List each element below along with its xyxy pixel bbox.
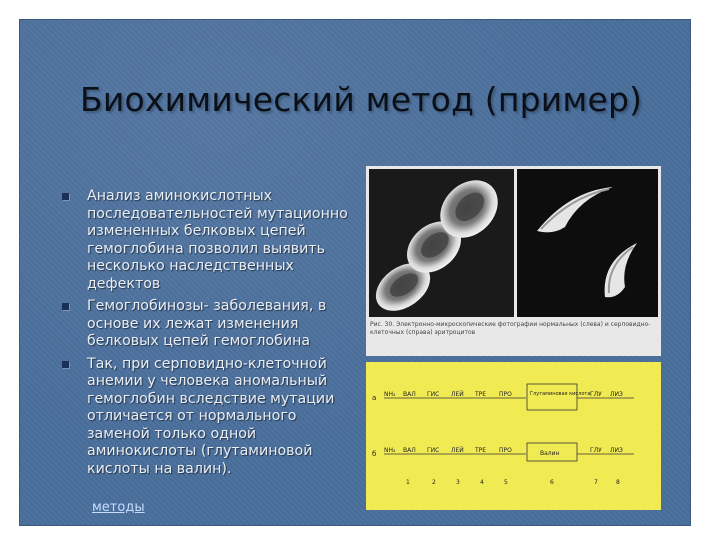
bullet-text: Гемоглобинозы- заболевания, в основе их лежат изменения белковых цепей гемоглобина bbox=[87, 298, 327, 349]
square-bullet-icon bbox=[62, 193, 69, 200]
square-bullet-icon bbox=[62, 361, 69, 368]
row-a-label: а bbox=[372, 394, 377, 402]
sickle-erythrocytes-image bbox=[517, 169, 658, 317]
square-bullet-icon bbox=[62, 303, 69, 310]
bullet-list bbox=[62, 188, 362, 483]
residue: ГИС bbox=[427, 447, 440, 454]
amino-acid-scheme bbox=[366, 362, 661, 510]
residue: ЛЕЙ bbox=[451, 391, 464, 398]
position-number: 6 bbox=[550, 479, 554, 486]
bullet-text: Анализ аминокислотных последовательностей мутационно измененных белковых цепей гемоглобина позволил выявить несколько наследственных дефектов bbox=[87, 188, 348, 292]
residue: ГИС bbox=[427, 391, 440, 398]
glutamic-acid-label: Глутаминовая кислота bbox=[530, 391, 591, 397]
row-b-label: б bbox=[372, 450, 377, 458]
position-number: 8 bbox=[616, 479, 620, 486]
slide bbox=[20, 20, 690, 525]
methods-link[interactable]: методы bbox=[92, 500, 145, 515]
residue: NH₂ bbox=[384, 391, 396, 398]
bullet-item bbox=[62, 298, 362, 351]
figure-caption: Рис. 30. Электронно-микроскопические фотографии нормальных (слева) и серповидно-клеточных (справа) эритроцитов bbox=[370, 321, 651, 336]
valine-label: Валин bbox=[540, 450, 560, 457]
residue: ЛЕЙ bbox=[451, 447, 464, 454]
residue: ГЛУ bbox=[590, 447, 602, 454]
bullet-item bbox=[62, 188, 362, 293]
residue: ВАЛ bbox=[403, 447, 416, 454]
position-number: 3 bbox=[456, 479, 460, 486]
residue: ВАЛ bbox=[403, 391, 416, 398]
residue: ГЛУ bbox=[590, 391, 602, 398]
residue: ЛИЗ bbox=[610, 391, 623, 398]
position-number: 2 bbox=[432, 479, 436, 486]
micrograph-figure bbox=[366, 166, 661, 356]
residue: NH₂ bbox=[384, 447, 396, 454]
position-number: 4 bbox=[480, 479, 484, 486]
residue: ТРЕ bbox=[475, 391, 487, 398]
position-number: 5 bbox=[504, 479, 508, 486]
position-number: 1 bbox=[406, 479, 410, 486]
bullet-text: Так, при серповидно-клеточной анемии у человека аномальный гемоглобин вследствие мутации отличается от нормального заменой только одной аминокислоты (глутаминовой кислоты на валин). bbox=[87, 355, 335, 477]
bullet-item bbox=[62, 356, 362, 479]
normal-erythrocytes-image bbox=[369, 169, 514, 317]
residue: ТРЕ bbox=[475, 447, 487, 454]
slide-title: Биохимический метод (пример) bbox=[80, 80, 643, 119]
residue: ЛИЗ bbox=[610, 447, 623, 454]
residue: ПРО bbox=[499, 391, 512, 398]
residue: ПРО bbox=[499, 447, 512, 454]
position-number: 7 bbox=[594, 479, 598, 486]
